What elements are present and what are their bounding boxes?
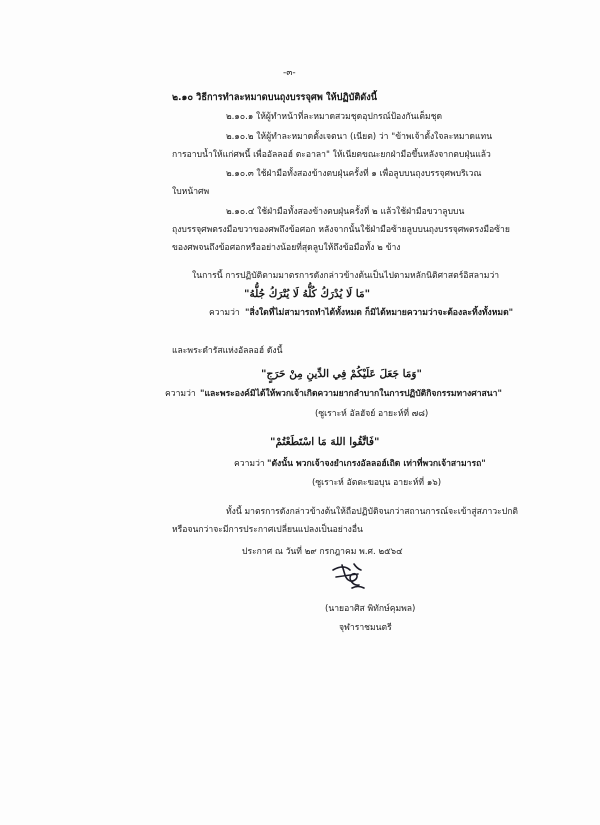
quote-3-prefix: ความว่า [234,459,265,469]
quote-2-reference: (ซูเราะห์ อัลฮัจย์ อายะห์ที่ ๗๘) [315,409,429,419]
quote-1-meaning: "สิ่งใดที่ไม่สามารถทำได้ทั้งหมด ก็มิได้หมายความว่าจะต้องละทิ้งทั้งหมด" [245,308,514,318]
item-2-10-4-line3: ของศพจนถึงข้อศอกหรืออย่างน้อยที่สุดลูบให้ถึงข้อมือทั้ง ๒ ข้าง [172,243,401,253]
item-2-10-3-line2: ใบหน้าศพ [172,187,210,197]
closing-line-2: หรือจนกว่าจะมีการประกาศเปลี่ยนแปลงเป็นอย่างอื่น [172,525,363,535]
item-2-10-4-line1: ๒.๑๐.๔ ใช้ฝ่ามือทั้งสองข้างตบฝุ่นครั้งที่ ๒ แล้วใช้ฝ่ามือขวาลูบบน [226,207,465,217]
signature-image [328,562,372,592]
page-number: -๓- [283,68,296,78]
arabic-quote-1: "مَا لَا يُدْرَكُ كُلُّهُ لَا يُتْرَكُ جُلُّهُ" [244,288,371,300]
quote-3-meaning: "ดังนั้น พวกเจ้าจงยำเกรงอัลลอฮ์เถิด เท่าที่พวกเจ้าสามารถ" [267,459,486,469]
section-heading: ๒.๑๐ วิธีการทำละหมาดบนถุงบรรจุศพ ให้ปฏิบัติดังนี้ [172,92,378,103]
quote-2-meaning: "และพระองค์มิได้ให้พวกเจ้าเกิดความยากลำบากในการปฏิบัติกิจกรรมทางศาสนา" [200,389,502,399]
arabic-quote-3: "فَاتَّقُوا اللهَ مَا اسْتَطَعْتُمْ" [270,436,380,448]
item-2-10-1: ๒.๑๐.๑ ให้ผู้ทำหน้าที่ละหมาดสวมชุดอุปกรณ์ป้องกันเต็มชุด [226,112,443,122]
item-2-10-2-line2: การอาบน้ำให้แก่ศพนี้ เพื่ออัลลอฮ์ ตะอาลา" ให้เนียตขณะยกฝ่ามือขึ้นหลังจากตบฝุ่นแล้ว [172,150,491,160]
intro-text: ในการนี้ การปฏิบัติตามมาตรการดังกล่าวข้างต้นเป็นไปตามหลักนิติศาสตร์อิสลามว่า [192,271,500,281]
quote-2-intro: และพระดำรัสแห่งอัลลอฮ์ ดังนี้ [172,346,283,356]
closing-line-1: ทั้งนี้ มาตรการดังกล่าวข้างต้นให้ถือปฏิบัติจนกว่าสถานการณ์จะเข้าสู่สภาวะปกติ [226,507,519,517]
item-2-10-4-line2: ถุงบรรจุศพตรงมือขวาของศพถึงข้อศอก หลังจากนั้นใช้ฝ่ามือซ้ายลูบบนถุงบรรจุศพตรงมือซ้าย [172,225,510,235]
signer-title: จุฬาราชมนตรี [339,623,392,633]
quote-1-prefix: ความว่า [209,308,240,318]
quote-3-reference: (ซูเราะห์ อัตตะฆอบุน อายะห์ที่ ๑๖) [312,478,442,488]
arabic-quote-2: "وَمَا جَعَلَ عَلَيْكُمْ فِي الدِّينِ مِنْ حَرَجٍ" [261,368,422,380]
announcement-date: ประกาศ ณ วันที่ ๒๙ กรกฎาคม พ.ศ. ๒๕๖๔ [242,547,403,557]
signer-name: (นายอาศิส พิทักษ์คุมพล) [325,604,416,614]
item-2-10-3-line1: ๒.๑๐.๓ ใช้ฝ่ามือทั้งสองข้างตบฝุ่นครั้งที่ ๑ เพื่อลูบบนถุงบรรจุศพบริเวณ [226,169,482,179]
item-2-10-2-line1: ๒.๑๐.๒ ให้ผู้ทำละหมาดตั้งเจตนา (เนียต) ว่า "ข้าพเจ้าตั้งใจละหมาดแทน [226,132,493,142]
quote-2-prefix: ความว่า [165,389,196,399]
